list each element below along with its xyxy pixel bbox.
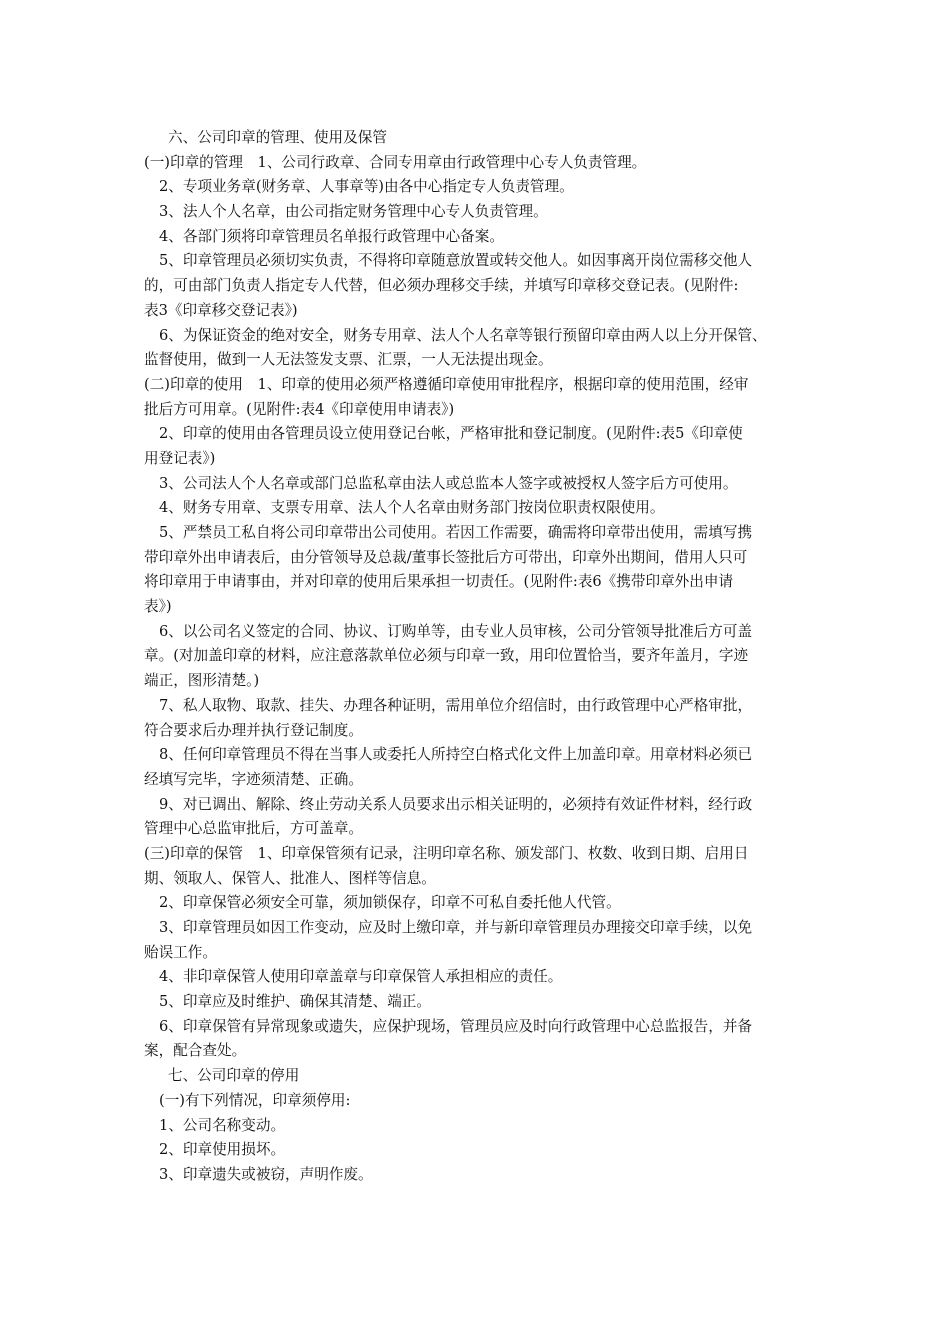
text-line: 表3《印章移交登记表》) — [144, 301, 298, 319]
text-line: 端正，图形清楚。) — [144, 672, 260, 690]
text-line: 章。(对加盖印章的材料，应注意落款单位必须与印章一致，用印位置恰当，要齐年盖月，字迹 — [144, 647, 749, 665]
text-line: 带印章外出申请表后，由分管领导及总裁/董事长签批后方可带出，印章外出期间，借用人只可 — [144, 548, 748, 566]
text-line: 7、私人取物、取款、挂失、办理各种证明，需用单位介绍信时，由行政管理中心严格审批， — [159, 696, 753, 714]
text-line: 2、专项业务章(财务章、人事章等)由各中心指定专人负责管理。 — [159, 178, 574, 196]
text-line: 4、非印章保管人使用印章盖章与印章保管人承担相应的责任。 — [159, 968, 563, 986]
text-line: (一)有下列情况，印章须停用: — [159, 1091, 351, 1109]
text-line: 5、印章应及时维护、确保其清楚、端正。 — [159, 993, 431, 1011]
text-line: 9、对已调出、解除、终止劳动关系人员要求出示相关证明的，必须持有效证件材料，经行政 — [159, 795, 753, 813]
text-line: 4、财务专用章、支票专用章、法人个人名章由财务部门按岗位职责权限使用。 — [159, 499, 665, 517]
text-line: 管理中心总监审批后，方可盖章。 — [144, 820, 363, 838]
text-line: (三)印章的保管 1、印章保管须有记录，注明印章名称、颁发部门、枚数、收到日期、启用日 — [144, 844, 749, 862]
text-line: 的，可由部门负责人指定专人代替，但必须办理移交手续，并填写印章移交登记表。(见附件: — [144, 277, 739, 295]
text-line: 经填写完毕，字迹须清楚、正确。 — [144, 770, 363, 788]
text-line: 3、印章管理员如因工作变动，应及时上缴印章，并与新印章管理员办理接交印章手续，以免 — [159, 919, 753, 936]
text-line: (一)印章的管理 1、公司行政章、合同专用章由行政管理中心专人负责管理。 — [144, 153, 647, 171]
text-line: 6、为保证资金的绝对安全，财务专用章、法人个人名章等银行预留印章由两人以上分开保管、 — [159, 326, 767, 344]
text-line: 3、公司法人个人名章或部门总监私章由法人或总监本人签字或被授权人签字后方可使用。 — [159, 474, 738, 492]
text-line: 六、公司印章的管理、使用及保管 — [168, 129, 387, 146]
text-line: 七、公司印章的停用 — [168, 1067, 300, 1085]
text-line: 4、各部门须将印章管理员名单报行政管理中心备案。 — [159, 227, 504, 245]
text-line: 3、印章遗失或被窃，声明作废。 — [159, 1165, 373, 1183]
text-line: 用登记表》) — [144, 449, 216, 467]
text-line: 案，配合查处。 — [144, 1042, 247, 1060]
text-line: 3、法人个人名章，由公司指定财务管理中心专人负责管理。 — [159, 203, 548, 221]
text-line: 2、印章的使用由各管理员设立使用登记台帐，严格审批和登记制度。(见附件:表5《印章使 — [159, 425, 743, 443]
text-line: 期、领取人、保管人、批准人、图样等信息。 — [144, 869, 436, 887]
text-line: 6、印章保管有异常现象或遗失，应保护现场，管理员应及时向行政管理中心总监报告，并备 — [159, 1017, 753, 1035]
text-line: (二)印章的使用 1、印章的使用必须严格遵循印章使用审批程序，根据印章的使用范围，经审 — [144, 375, 749, 393]
text-line: 5、印章管理员必须切实负责，不得将印章随意放置或转交他人。如因事离开岗位需移交他人 — [159, 252, 753, 270]
text-line: 2、印章使用损坏。 — [159, 1141, 286, 1159]
text-line: 批后方可用章。(见附件:表4《印章使用申请表》) — [144, 400, 455, 418]
text-line: 监督使用，做到一人无法签发支票、汇票，一人无法提出现金。 — [144, 351, 553, 369]
text-line: 6、以公司名义签定的合同、协议、订购单等，由专业人员审核，公司分管领导批准后方可盖 — [159, 622, 753, 640]
text-line: 表》) — [144, 598, 172, 616]
text-line: 贻误工作。 — [144, 943, 217, 961]
text-line: 2、印章保管必须安全可靠，须加锁保存，印章不可私自委托他人代管。 — [159, 894, 621, 912]
text-line: 符合要求后办理并执行登记制度。 — [144, 721, 363, 739]
text-line: 1、公司名称变动。 — [159, 1116, 286, 1134]
document-body — [144, 126, 812, 1188]
text-line: 将印章用于申请事由，并对印章的使用后果承担一切责任。(见附件:表6《携带印章外出申请 — [144, 573, 734, 591]
text-line: 8、任何印章管理员不得在当事人或委托人所持空白格式化文件上加盖印章。用章材料必须已 — [159, 746, 753, 764]
text-line: 5、严禁员工私自将公司印章带出公司使用。若因工作需要，确需将印章带出使用，需填写携 — [159, 524, 753, 541]
